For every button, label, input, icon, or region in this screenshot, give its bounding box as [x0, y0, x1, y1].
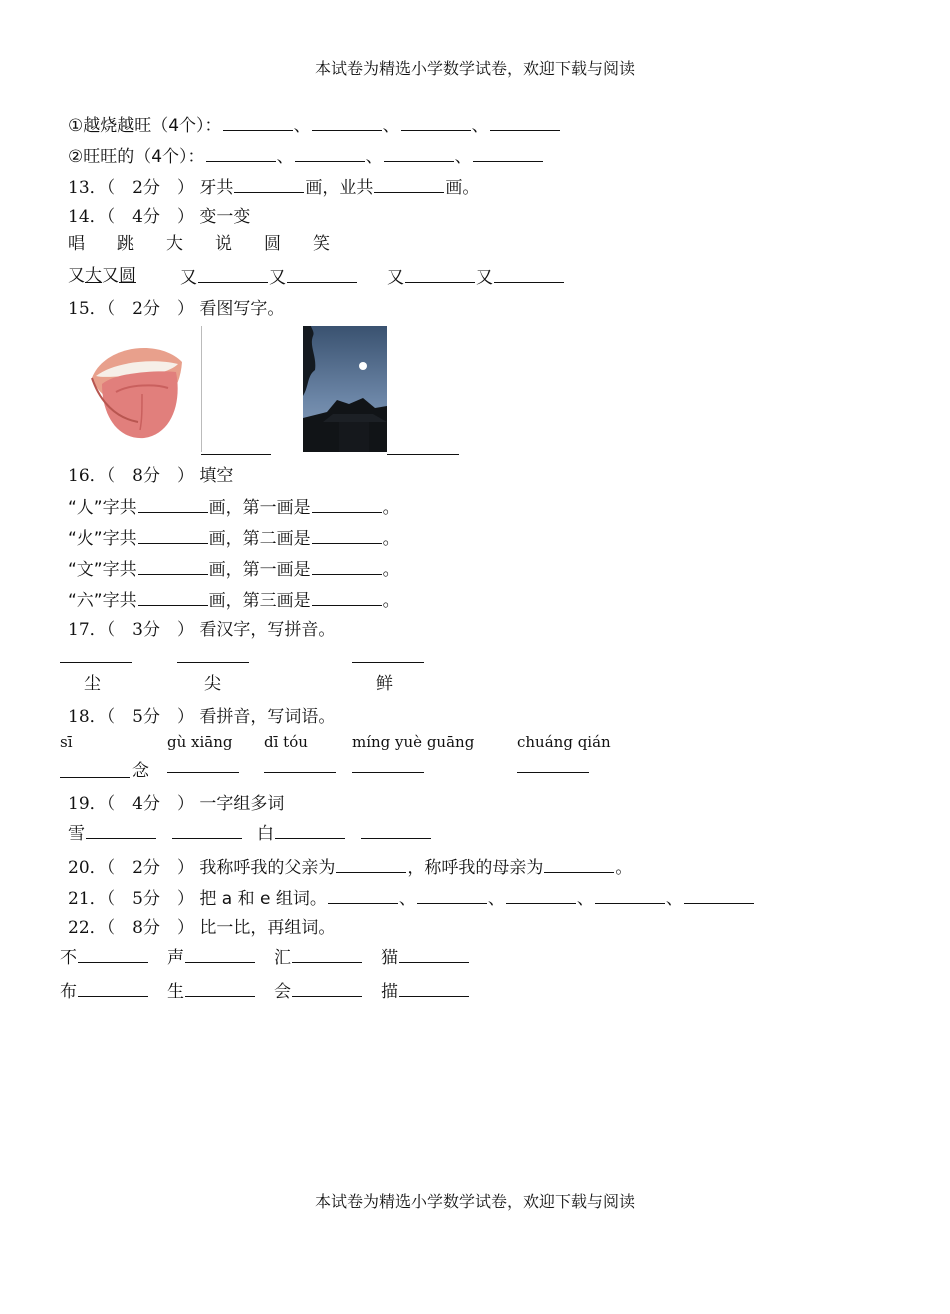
- answer-line[interactable]: [201, 454, 271, 455]
- q12-line-2: ②旺旺的（4个）： 、 、 、: [68, 144, 544, 168]
- question-title: 比一比，再组词。: [199, 918, 336, 938]
- pinyin-prompt: míng yuè guāng: [352, 733, 475, 751]
- answer-blank[interactable]: [138, 557, 208, 575]
- q22-item: 生: [167, 979, 256, 1003]
- answer-blank[interactable]: [185, 945, 255, 963]
- question-number: 20．: [68, 858, 107, 878]
- question-title: 填空: [199, 466, 234, 486]
- pinyin-prompt: chuáng qián: [517, 733, 611, 751]
- answer-line[interactable]: [167, 772, 239, 773]
- question-13: 13．（ 2分 ） 牙共 画，业共 画。: [68, 175, 479, 199]
- pinyin-prompt: gù xiāng: [167, 733, 233, 751]
- answer-blank[interactable]: [490, 113, 560, 131]
- question-score: （ 2分 ）: [106, 299, 194, 319]
- answer-blank[interactable]: [494, 265, 564, 283]
- q16-row: “文”字共 画，第一画是 。: [68, 557, 400, 581]
- question-score: （ 8分 ）: [106, 466, 194, 486]
- answer-blank[interactable]: [138, 495, 208, 513]
- answer-blank[interactable]: [312, 588, 382, 606]
- answer-blank[interactable]: [361, 821, 431, 839]
- q22-item: 猫: [381, 945, 470, 969]
- question-score: （ 3分 ）: [106, 620, 194, 640]
- question-15: [68, 298, 284, 320]
- question-number: 19．: [68, 794, 107, 814]
- question-number: 16．: [68, 466, 107, 486]
- question-number: 17．: [68, 620, 107, 640]
- page-header: 本试卷为精选小学数学试卷，欢迎下载与阅读: [314, 59, 635, 78]
- char-option: 说: [215, 234, 232, 254]
- q22-item: 汇: [274, 945, 363, 969]
- q14-example: 又大又圆: [68, 266, 136, 286]
- question-18: [68, 706, 335, 728]
- char-option: 跳: [117, 234, 134, 254]
- answer-blank[interactable]: [206, 144, 276, 162]
- q12-line2-label: ②旺旺的（4个）：: [68, 147, 205, 167]
- q12-line-1: ①越烧越旺（4个）： 、 、 、: [68, 113, 561, 137]
- q14-fill: 又 又: [180, 265, 358, 289]
- question-score: （ 5分 ）: [106, 707, 194, 727]
- question-16: [68, 465, 233, 487]
- answer-blank[interactable]: [384, 144, 454, 162]
- answer-blank[interactable]: [312, 113, 382, 131]
- question-score: （ 5分 ）: [106, 889, 194, 909]
- answer-blank[interactable]: [287, 265, 357, 283]
- answer-blank[interactable]: [336, 855, 406, 873]
- tongue-picture: [86, 332, 186, 444]
- answer-blank[interactable]: [684, 886, 754, 904]
- answer-blank[interactable]: [292, 945, 362, 963]
- pinyin-answer-line[interactable]: [177, 662, 249, 663]
- answer-blank[interactable]: [312, 495, 382, 513]
- q22-item: 会: [274, 979, 363, 1003]
- question-title: 看拼音，写词语。: [199, 707, 336, 727]
- question-19: [68, 793, 284, 815]
- answer-blank[interactable]: [312, 526, 382, 544]
- answer-line[interactable]: [517, 772, 589, 773]
- answer-line[interactable]: [387, 454, 459, 455]
- q22-item: 声: [167, 945, 256, 969]
- answer-line[interactable]: [352, 772, 424, 773]
- answer-blank[interactable]: [328, 886, 398, 904]
- answer-blank[interactable]: [275, 821, 345, 839]
- answer-blank[interactable]: [399, 945, 469, 963]
- question-title: 变一变: [199, 207, 251, 227]
- answer-blank[interactable]: [506, 886, 576, 904]
- answer-blank[interactable]: [198, 265, 268, 283]
- q12-line1-label: ①越烧越旺（4个）：: [68, 116, 222, 136]
- char-option: 大: [166, 234, 183, 254]
- q22-item: 布: [60, 979, 149, 1003]
- question-number: 14．: [68, 207, 107, 227]
- question-22: [68, 917, 335, 939]
- question-number: 21．: [68, 889, 107, 909]
- question-number: 13．: [68, 178, 107, 198]
- q19-row-2: 白: [257, 821, 432, 845]
- question-score: （ 2分 ）: [106, 178, 194, 198]
- answer-blank[interactable]: [86, 821, 156, 839]
- char-option: 圆: [264, 234, 281, 254]
- question-20: 20．（ 2分 ） 我称呼我的父亲为 ，称呼我的母亲为 。: [68, 855, 632, 879]
- image-divider: [201, 326, 202, 452]
- answer-blank[interactable]: [78, 945, 148, 963]
- question-number: 18．: [68, 707, 107, 727]
- answer-blank[interactable]: [185, 979, 255, 997]
- question-title: 看汉字，写拼音。: [199, 620, 336, 640]
- pinyin-prompt: dī tóu: [264, 733, 308, 751]
- pinyin-prompt: sī: [60, 733, 73, 751]
- answer-blank[interactable]: [399, 979, 469, 997]
- answer-blank[interactable]: [405, 265, 475, 283]
- hanzi-char: 鲜: [376, 674, 393, 694]
- page-footer: 本试卷为精选小学数学试卷，欢迎下载与阅读: [314, 1192, 635, 1211]
- question-score: （ 4分 ）: [106, 207, 194, 227]
- answer-blank[interactable]: [473, 144, 543, 162]
- q16-row: “火”字共 画，第二画是 。: [68, 526, 400, 550]
- question-21: 21．（ 5分 ） 把 a 和 e 组词。 、 、 、 、: [68, 886, 755, 910]
- pinyin-answer-line[interactable]: [60, 662, 132, 663]
- answer-blank[interactable]: [292, 979, 362, 997]
- hanzi-char: 尖: [204, 674, 221, 694]
- q19-row: 雪: [68, 821, 243, 845]
- answer-blank[interactable]: [78, 979, 148, 997]
- question-14: [68, 206, 250, 228]
- q16-row: “人”字共 画，第一画是 。: [68, 495, 400, 519]
- question-score: （ 2分 ）: [106, 858, 194, 878]
- question-number: 22．: [68, 918, 107, 938]
- q16-row: “六”字共 画，第三画是 。: [68, 588, 400, 612]
- question-score: （ 4分 ）: [106, 794, 194, 814]
- answer-blank[interactable]: [138, 588, 208, 606]
- moon-night-picture: [303, 326, 387, 452]
- answer-blank[interactable]: [417, 886, 487, 904]
- question-title: 看图写字。: [199, 299, 285, 319]
- pinyin-answer-line[interactable]: [352, 662, 424, 663]
- q22-item: 描: [381, 979, 470, 1003]
- answer-line[interactable]: [264, 772, 336, 773]
- hanzi-char: 尘: [84, 674, 101, 694]
- answer-blank[interactable]: [138, 526, 208, 544]
- question-number: 15．: [68, 299, 107, 319]
- char-option: 笑: [313, 234, 330, 254]
- question-17: [68, 619, 335, 641]
- char-option: 唱: [68, 234, 85, 254]
- answer-blank[interactable]: [374, 175, 444, 193]
- answer-line[interactable]: [60, 777, 130, 778]
- q14-fill-2: 又 又: [387, 265, 565, 289]
- answer-blank[interactable]: [234, 175, 304, 193]
- answer-blank[interactable]: [544, 855, 614, 873]
- answer-blank[interactable]: [295, 144, 365, 162]
- answer-blank[interactable]: [595, 886, 665, 904]
- q22-item: 不: [60, 945, 149, 969]
- question-score: （ 8分 ）: [106, 918, 194, 938]
- nian-char: 念: [132, 761, 149, 781]
- question-title: 一字组多词: [199, 794, 285, 814]
- answer-blank[interactable]: [312, 557, 382, 575]
- answer-blank[interactable]: [401, 113, 471, 131]
- answer-blank[interactable]: [172, 821, 242, 839]
- answer-blank[interactable]: [223, 113, 293, 131]
